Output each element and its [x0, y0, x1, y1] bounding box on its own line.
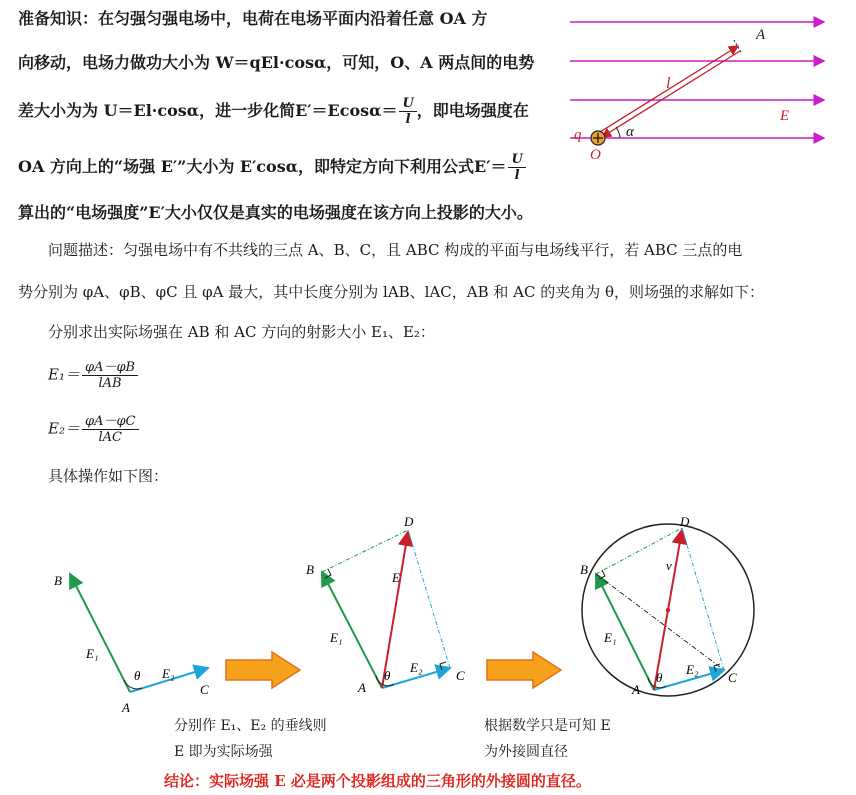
label-theta: θ	[384, 668, 391, 683]
label-E1: E₁	[604, 630, 617, 645]
label-E2: E₂	[162, 666, 175, 681]
diagram-perpendiculars	[300, 512, 480, 702]
frac-den: l	[514, 168, 520, 183]
label-alpha: α	[626, 124, 634, 140]
eq2-fraction	[82, 414, 139, 445]
intro-fraction-1	[399, 96, 416, 127]
intro-line-5: 算出的“电场强度”E′大小仅仅是真实的电场强度在该方向上投影的大小。	[18, 203, 533, 222]
intro-line-3	[18, 96, 529, 127]
intro-line-3-text: 差大小为为 U＝El·cosα，进一步化简E′＝Ecosα＝	[18, 101, 398, 120]
eq1-fraction	[82, 360, 138, 391]
frac-den: l	[405, 112, 411, 127]
frac-num: φA－φB	[82, 360, 138, 376]
eq1-lhs: E₁＝	[48, 365, 80, 384]
label-B: B	[306, 562, 314, 577]
label-A: A	[632, 682, 640, 697]
force-vector	[602, 51, 740, 137]
label-E1: E₁	[330, 630, 343, 645]
label-C: C	[728, 670, 737, 685]
angle-arc	[616, 127, 620, 138]
caption-2-line-2: 为外接圆直径	[484, 744, 568, 760]
label-E2: E₂	[410, 660, 423, 675]
problem-line-3: 分别求出实际场强在 AB 和 AC 方向的射影大小 E₁、E₂：	[48, 323, 435, 341]
intro-line-1: 准备知识：在匀强匀强电场中，电荷在电场平面内沿着任意 OA 方	[18, 9, 488, 28]
caption-1-line-2: E 即为实际场强	[174, 744, 273, 760]
perpendicular-C	[408, 530, 450, 668]
label-A: A	[358, 680, 366, 695]
label-q: q	[574, 127, 582, 143]
label-theta: θ	[134, 668, 141, 683]
frac-num: U	[508, 152, 525, 168]
caption-2-line-1: 根据数学只是可知 E	[484, 718, 611, 734]
field-diagram	[560, 6, 850, 166]
label-O: O	[590, 147, 601, 163]
frac-num: φA－φC	[82, 414, 139, 430]
label-theta: θ	[656, 670, 663, 685]
label-D: D	[404, 514, 414, 529]
problem-line-2: 势分别为 φA、φB、φC 且 φA 最大，其中长度分别为 lAB、lAC，AB 和 AC 的夹角为 θ，则场强的求解如下：	[18, 283, 765, 301]
circle-center	[666, 608, 670, 612]
label-E2: E₂	[686, 662, 699, 677]
frac-den: lAB	[98, 376, 122, 391]
right-angle-B	[325, 569, 331, 578]
intro-line-2: 向移动，电场力做功大小为 W＝qEl·cosα，可知，O、A 两点间的电势	[18, 53, 535, 72]
caption-1-line-1: 分别作 E₁、E₂ 的垂线则	[174, 718, 327, 734]
equation-2	[48, 414, 139, 445]
label-B: B	[580, 562, 588, 577]
label-E: E	[392, 570, 400, 585]
frac-den: lAC	[98, 430, 122, 445]
label-A: A	[756, 27, 766, 43]
label-A: A	[122, 700, 130, 715]
step-arrow-2	[485, 650, 565, 690]
label-B: B	[54, 573, 62, 588]
intro-line-3-tail: ，即电场强度在	[416, 101, 529, 120]
intro-line-4-text: OA 方向上的“场强 E′”大小为 E′cosα，即特定方向下利用公式E′＝	[18, 157, 507, 176]
label-v: v	[666, 558, 672, 573]
perpendicular-B	[322, 530, 408, 572]
equation-1	[48, 360, 138, 391]
step-arrow-1	[224, 650, 304, 690]
intro-line-4	[18, 152, 526, 183]
diagram-projections	[40, 560, 230, 720]
intro-fraction-2	[508, 152, 525, 183]
problem-line-1: 问题描述：匀强电场中有不共线的三点 A、B、C，且 ABC 构成的平面与电场线平行，若 ABC 三点的电	[48, 241, 743, 259]
vector-E	[382, 532, 408, 688]
conclusion: 结论：实际场强 E 必是两个投影组成的三角形的外接圆的直径。	[164, 772, 591, 790]
frac-num: U	[399, 96, 416, 112]
diagram-circumcircle	[572, 508, 762, 708]
label-l: l	[666, 75, 671, 92]
problem-line-4: 具体操作如下图：	[48, 467, 169, 485]
label-C: C	[456, 668, 465, 683]
label-C: C	[200, 682, 209, 697]
label-E: E	[780, 108, 790, 124]
eq2-lhs: E₂＝	[48, 419, 80, 438]
vector-E1	[70, 574, 130, 692]
perpendicular-C	[682, 528, 724, 670]
label-D: D	[680, 514, 690, 529]
label-E1: E₁	[86, 646, 99, 661]
